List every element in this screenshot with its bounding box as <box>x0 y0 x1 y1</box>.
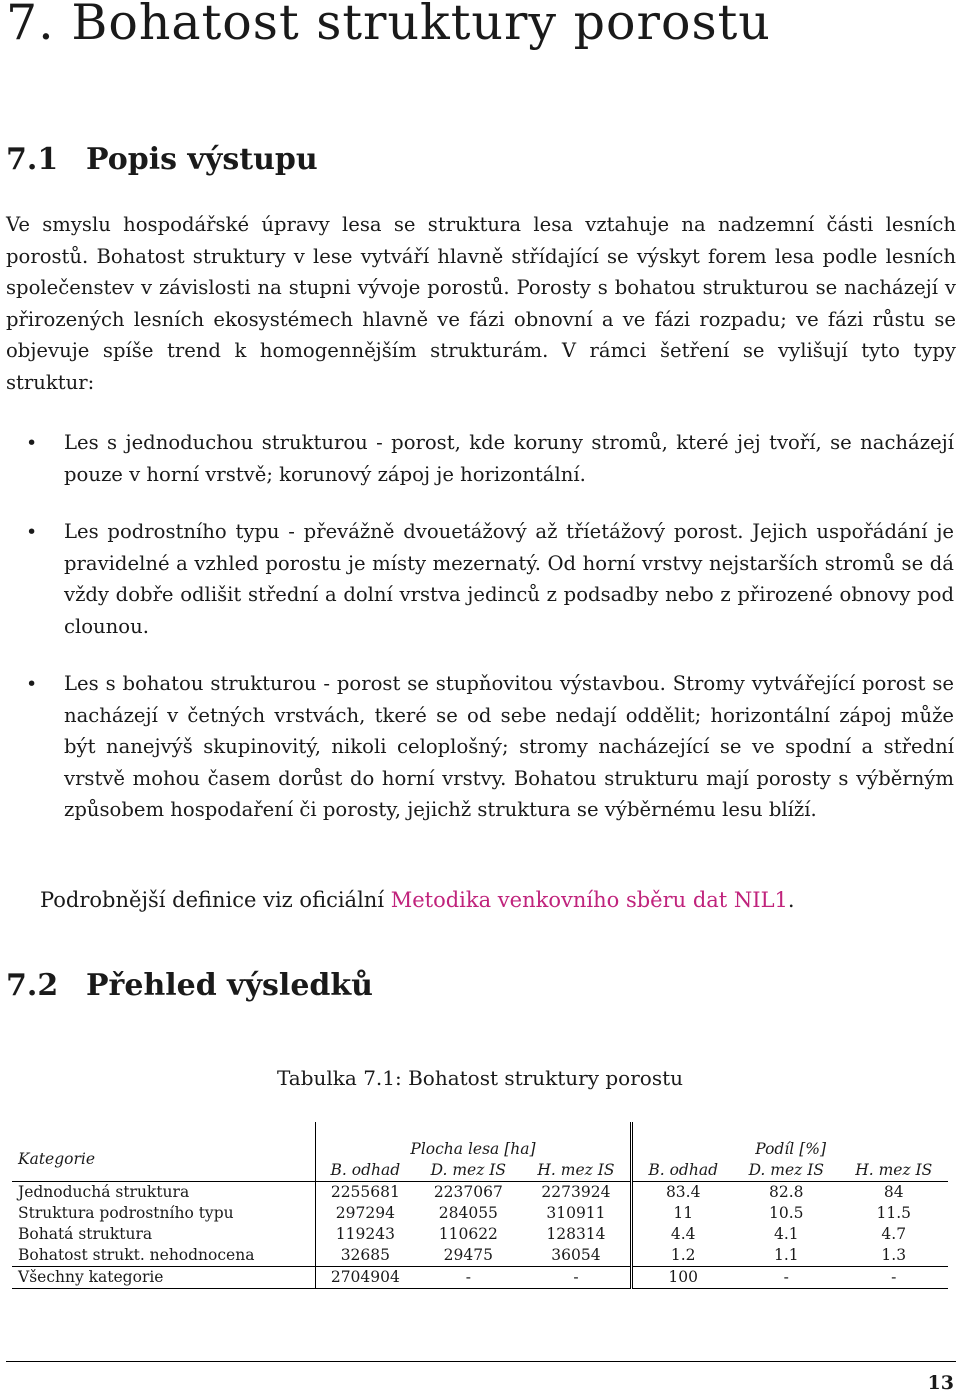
table-cell: 297294 <box>315 1203 415 1224</box>
table-cell: 83.4 <box>632 1182 733 1204</box>
table-cell: 36054 <box>522 1245 632 1267</box>
section-number: 7.1 <box>6 142 59 177</box>
share-group-header: Podíl [%] <box>632 1122 948 1160</box>
row-label: Všechny kategorie <box>12 1267 315 1289</box>
table-cell: - <box>415 1267 521 1289</box>
footer-divider <box>6 1361 956 1362</box>
results-table <box>12 1122 948 1289</box>
table-cell: 1.3 <box>840 1245 948 1267</box>
table-row <box>12 1224 948 1245</box>
results-table-container <box>12 1122 948 1289</box>
column-header: H. mez IS <box>855 1161 933 1179</box>
bullet-icon: • <box>26 432 38 454</box>
section-heading-popis <box>6 142 318 177</box>
chapter-title: 7. Bohatost struktury porostu <box>6 0 771 51</box>
table-cell: - <box>840 1267 948 1289</box>
list-item <box>0 668 954 826</box>
column-header: D. mez IS <box>430 1161 507 1179</box>
table-cell: 84 <box>840 1182 948 1204</box>
table-cell: 29475 <box>415 1245 521 1267</box>
list-item <box>0 516 954 642</box>
methodology-link[interactable]: Metodika venkovního sběru dat NIL1 <box>390 888 788 912</box>
section-heading-prehled <box>6 968 373 1003</box>
row-label: Struktura podrostního typu <box>18 1204 234 1222</box>
table-cell: 2273924 <box>522 1182 632 1204</box>
section-title-text: Přehled výsledků <box>86 968 373 1003</box>
bullet-icon: • <box>26 521 38 543</box>
area-group-header: Plocha lesa [ha] <box>315 1122 632 1160</box>
table-cell: 1.1 <box>733 1245 839 1267</box>
list-item-text: Les s bohatou strukturou - porost se stupňovitou výstavbou. Stromy vytvářející porost se nacházejí v četných vrstvách, tkeré se od sebe nedají oddělit; horizontální zápoj může být nanejvýš skupinovitý, nikoli celoplošný; stromy nacházející se ve spodní a střední vrstvě mohou časem dorůst do horní vrstvy. Bohatou strukturu mají porosty s výběrným způsobem hospodaření či porosty, jejichž struktura se výběrnému lesu blíží. <box>64 672 954 821</box>
table-cell: 2255681 <box>315 1182 415 1204</box>
table-caption: Tabulka 7.1: Bohatost struktury porostu <box>277 1066 683 1090</box>
table-cell: 10.5 <box>769 1204 804 1222</box>
intro-paragraph: Ve smyslu hospodářské úpravy lesa se struktura lesa vztahuje na nadzemní části lesních porostů. Bohatost struktury v lese vytváří hlavně střídající se výskyt forem lesa podle lesních společenstev v závislosti na stupni vývoje porostů. Porosty s bohatou strukturou se nacházejí v přirozených lesních ekosystémech hlavně ve fázi obnovní a ve fázi rozpadu; ve fázi růstu se objevuje spíše trend k homogennějším strukturám. V rámci šetření se vylišují tyto typy struktur: <box>6 213 956 394</box>
table-cell: 11.5 <box>876 1204 912 1222</box>
table-row <box>12 1245 948 1267</box>
reference-suffix: . <box>787 888 795 912</box>
table-row <box>12 1182 948 1204</box>
row-label: Bohatost strukt. nehodnocena <box>12 1245 315 1267</box>
table-cell: 119243 <box>315 1224 415 1245</box>
column-header: B. odhad <box>315 1160 415 1182</box>
section-number: 7.2 <box>6 968 59 1003</box>
table-cell: 310911 <box>546 1204 606 1222</box>
structure-type-list <box>0 427 960 852</box>
table-cell: - <box>733 1267 839 1289</box>
table-cell: 4.1 <box>773 1225 799 1243</box>
row-label: Bohatá struktura <box>18 1225 153 1243</box>
row-label: Jednoduchá struktura <box>12 1182 315 1204</box>
list-item <box>0 427 954 490</box>
table-cell: 284055 <box>438 1204 498 1222</box>
table-row <box>12 1267 948 1289</box>
list-item-text: Les s jednoduchou strukturou - porost, kde koruny stromů, které jej tvoří, se nacházejí pouze v horní vrstvě; korunový zápoj je horizontální. <box>64 431 954 486</box>
table-cell: 82.8 <box>733 1182 839 1204</box>
page-number: 13 <box>927 1372 954 1394</box>
reference-line <box>40 885 795 917</box>
table-cell: 128314 <box>546 1225 606 1243</box>
bullet-icon: • <box>26 673 38 695</box>
column-header: D. mez IS <box>748 1161 824 1179</box>
list-item-text: Les podrostního typu - převážně dvouetážový až tříetážový porost. Jejich uspořádání je pravidelné a vzhled porostu je místy mezernatý. Od horní vrstvy nejstarších stromů se dá vždy dobře odlišit střední a dolní vrstva jedinců z podsadby nebo z přirozené obnovy pod clounou. <box>64 520 954 638</box>
table-cell: 100 <box>632 1267 733 1289</box>
table-cell: 4.7 <box>881 1225 907 1243</box>
table-cell: 2237067 <box>415 1182 521 1204</box>
column-header: B. odhad <box>632 1160 733 1182</box>
table-cell: 1.2 <box>632 1245 733 1267</box>
table-cell: 4.4 <box>632 1224 733 1245</box>
table-cell: 110622 <box>438 1225 498 1243</box>
column-header: H. mez IS <box>537 1161 615 1179</box>
reference-prefix: Podrobnější definice viz oficiální <box>40 888 391 912</box>
category-header: Kategorie <box>18 1150 96 1168</box>
table-cell: 32685 <box>315 1245 415 1267</box>
table-cell: 2704904 <box>315 1267 415 1289</box>
section-title-text: Popis výstupu <box>86 142 318 177</box>
table-row <box>12 1203 948 1224</box>
table-cell: - <box>522 1267 632 1289</box>
table-cell: 11 <box>632 1203 733 1224</box>
